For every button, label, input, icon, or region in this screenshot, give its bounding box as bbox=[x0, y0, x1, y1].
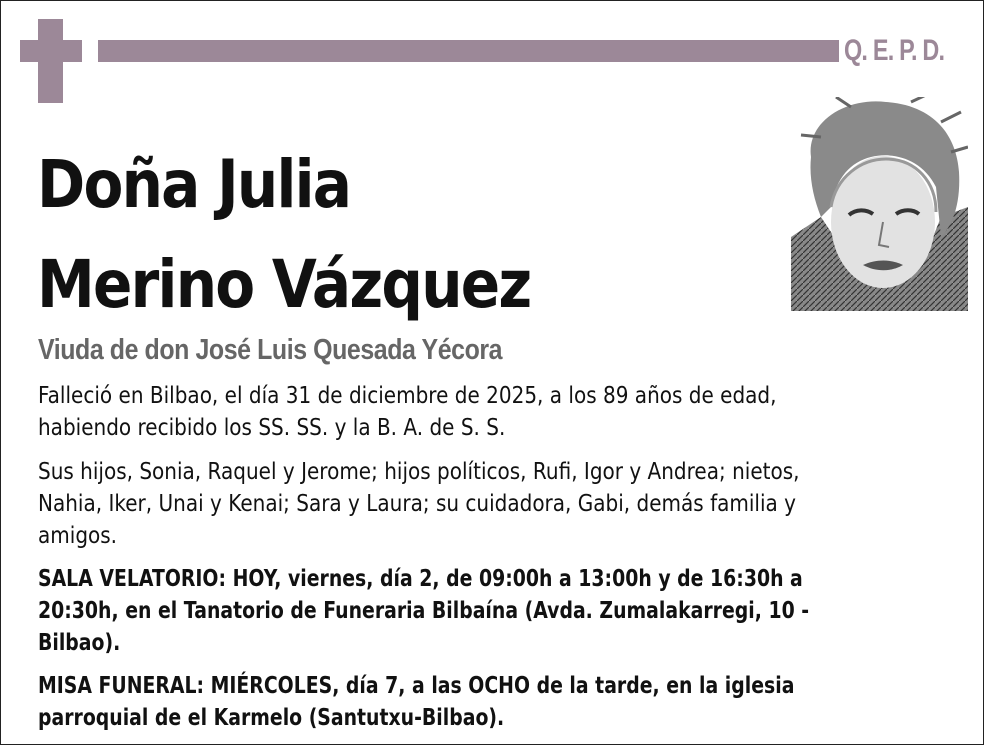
text-line: amigos. bbox=[38, 523, 118, 549]
portrait-image bbox=[791, 97, 968, 311]
text-line: Nahia, Iker, Unai y Kenai; Sara y Laura; su cuidadora, Gabi, demás familia y bbox=[38, 491, 797, 517]
text-line: Bilbao). bbox=[38, 630, 121, 656]
family-mourners bbox=[38, 456, 960, 552]
header-bar bbox=[98, 40, 839, 62]
name-line-1: Doña Julia bbox=[37, 146, 351, 223]
portrait-photo bbox=[791, 97, 968, 311]
cross-icon-arm bbox=[20, 40, 82, 62]
wake-info bbox=[38, 563, 956, 659]
deceased-name bbox=[37, 135, 530, 335]
qepd-label: Q. E. P. D. bbox=[844, 34, 945, 67]
text-line: habiendo recibido los SS. SS. y la B. A. de S. S. bbox=[38, 415, 506, 441]
funeral-mass-info bbox=[38, 670, 956, 734]
death-details bbox=[38, 380, 960, 444]
text-line: 20:30h, en el Tanatorio de Funeraria Bilbaína (Avda. Zumalakarregi, 10 - bbox=[38, 598, 810, 624]
widow-of-subtitle: Viuda de don José Luis Quesada Yécora bbox=[38, 334, 503, 366]
text-line: MISA FUNERAL: MIÉRCOLES, día 7, a las OCHO de la tarde, en la iglesia bbox=[38, 673, 795, 699]
name-line-2: Merino Vázquez bbox=[37, 246, 531, 323]
text-line: Sus hijos, Sonia, Raquel y Jerome; hijos políticos, Rufi, Igor y Andrea; nietos, bbox=[38, 459, 800, 485]
text-line: SALA VELATORIO: HOY, viernes, día 2, de 09:00h a 13:00h y de 16:30h a bbox=[38, 566, 803, 592]
text-line: Falleció en Bilbao, el día 31 de diciembre de 2025, a los 89 años de edad, bbox=[38, 383, 777, 409]
text-line: parroquial de el Karmelo (Santutxu-Bilbao). bbox=[38, 705, 505, 731]
